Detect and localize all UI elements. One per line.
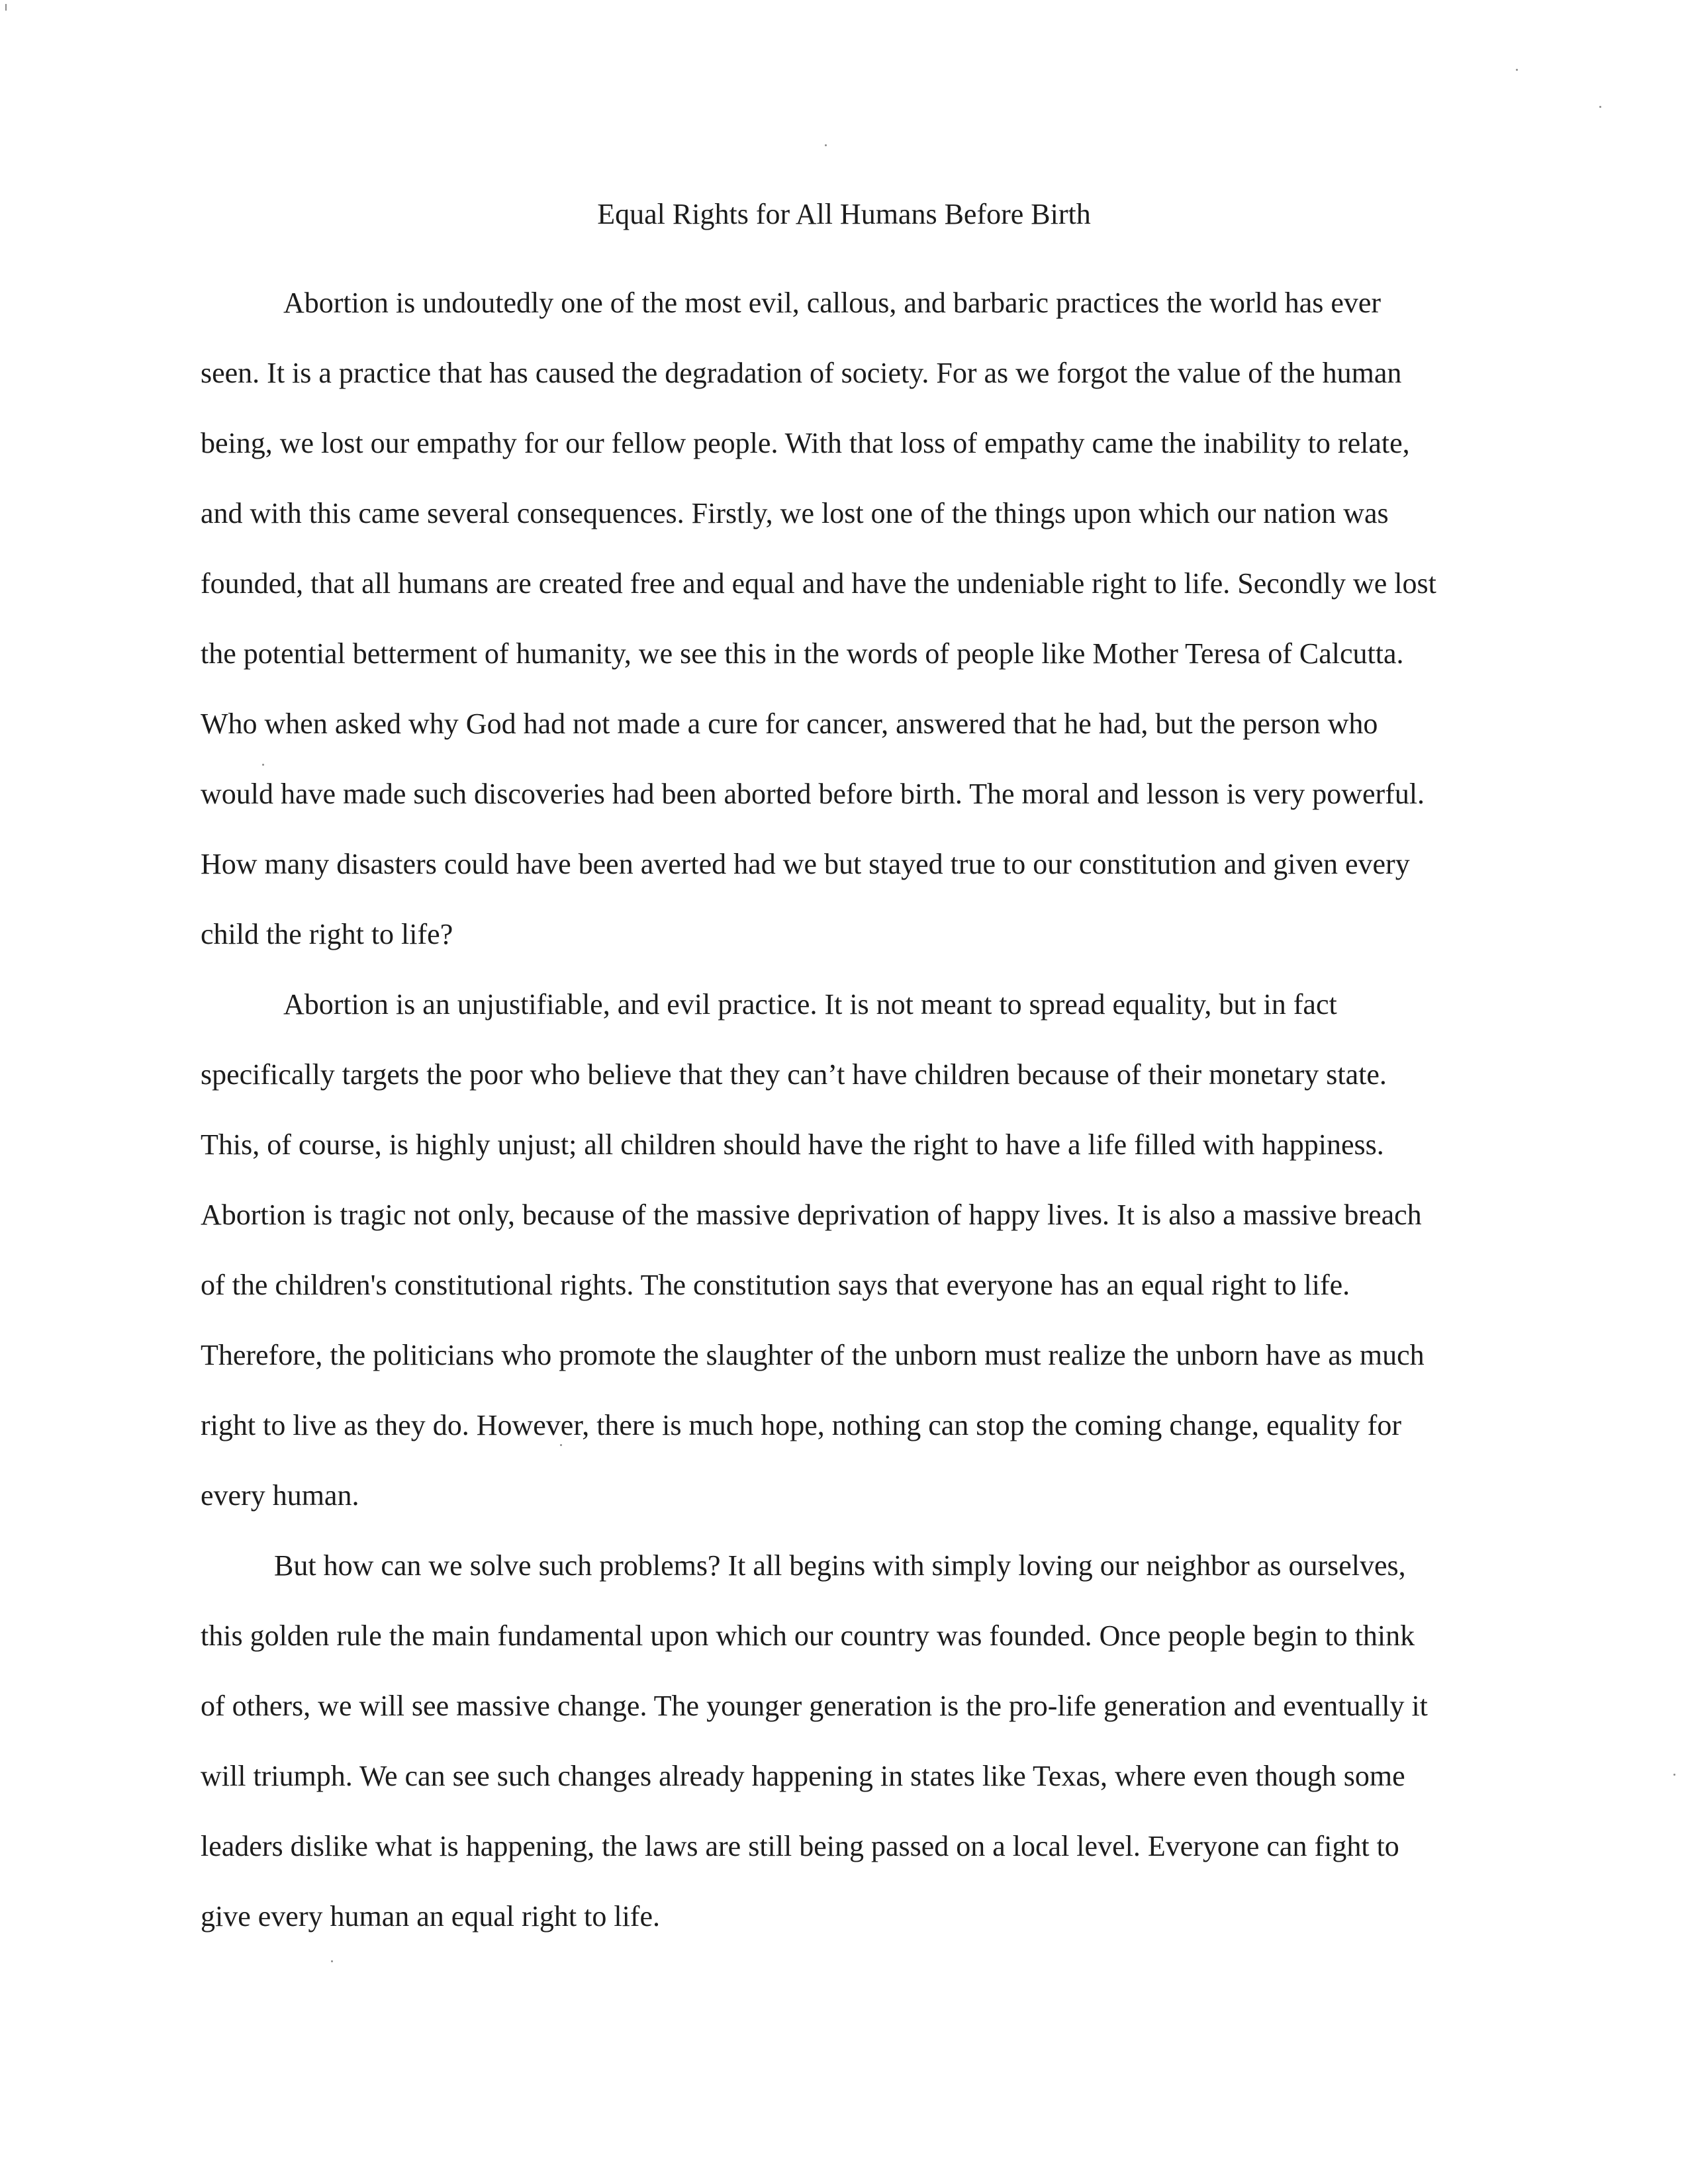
scan-speck	[331, 1960, 333, 1962]
paragraph-2-line: every human.	[201, 1479, 359, 1512]
paragraph-2-line: This, of course, is highly unjust; all children should have the right to have a life filled with happiness.	[201, 1128, 1384, 1161]
scan-speck	[1599, 106, 1601, 108]
paragraph-3-line: of others, we will see massive change. The younger generation is the pro-life generation and eventually it	[201, 1690, 1428, 1722]
paragraph-2-line: Abortion is an unjustifiable, and evil practice. It is not meant to spread equality, but in fact	[283, 988, 1337, 1021]
scan-speck	[5, 4, 7, 11]
paragraph-3-line: But how can we solve such problems? It all begins with simply loving our neighbor as ourselves,	[274, 1549, 1406, 1582]
paragraph-1-line: child the right to life?	[201, 918, 453, 950]
paragraph-2-line: Abortion is tragic not only, because of the massive deprivation of happy lives. It is also a massive breach	[201, 1199, 1422, 1231]
paragraph-1-line: founded, that all humans are created free and equal and have the undeniable right to life. Secondly we lost	[201, 567, 1436, 600]
scan-speck	[1516, 69, 1518, 71]
paragraph-1-line: How many disasters could have been averted had we but stayed true to our constitution and given every	[201, 848, 1410, 880]
scan-speck	[262, 764, 264, 766]
paragraph-3-line: will triumph. We can see such changes already happening in states like Texas, where even though some	[201, 1760, 1405, 1792]
paragraph-1-line: Abortion is undoutedly one of the most evil, callous, and barbaric practices the world has ever	[283, 287, 1382, 319]
paragraph-3-line: give every human an equal right to life.	[201, 1900, 660, 1933]
paragraph-2-line: right to live as they do. However, there is much hope, nothing can stop the coming change, equality for	[201, 1409, 1401, 1441]
scan-speck	[825, 144, 827, 146]
paragraph-1-line: would have made such discoveries had been aborted before birth. The moral and lesson is very powerful.	[201, 778, 1425, 810]
paragraph-1-line: being, we lost our empathy for our fellow people. With that loss of empathy came the inability to relate,	[201, 427, 1410, 459]
paragraph-1-line: Who when asked why God had not made a cure for cancer, answered that he had, but the person who	[201, 707, 1378, 740]
paragraph-2-line: Therefore, the politicians who promote the slaughter of the unborn must realize the unborn have as much	[201, 1339, 1425, 1371]
paragraph-3-line: this golden rule the main fundamental upon which our country was founded. Once people begin to think	[201, 1619, 1415, 1652]
scan-speck	[560, 1444, 562, 1446]
paragraph-2-line: specifically targets the poor who believe that they can’t have children because of their monetary state.	[201, 1058, 1387, 1091]
paragraph-1-line: seen. It is a practice that has caused the degradation of society. For as we forgot the value of the human	[201, 357, 1402, 389]
paragraph-1-line: the potential betterment of humanity, we see this in the words of people like Mother Teresa of Calcutta.	[201, 637, 1404, 670]
document-title: Equal Rights for All Humans Before Birth	[597, 198, 1091, 230]
paragraph-1-line: and with this came several consequences. Firstly, we lost one of the things upon which our nation was	[201, 497, 1389, 529]
paragraph-2-line: of the children's constitutional rights. The constitution says that everyone has an equal right to life.	[201, 1269, 1350, 1301]
paragraph-3-line: leaders dislike what is happening, the laws are still being passed on a local level. Everyone can fight to	[201, 1830, 1399, 1862]
scan-speck	[1673, 1774, 1675, 1776]
